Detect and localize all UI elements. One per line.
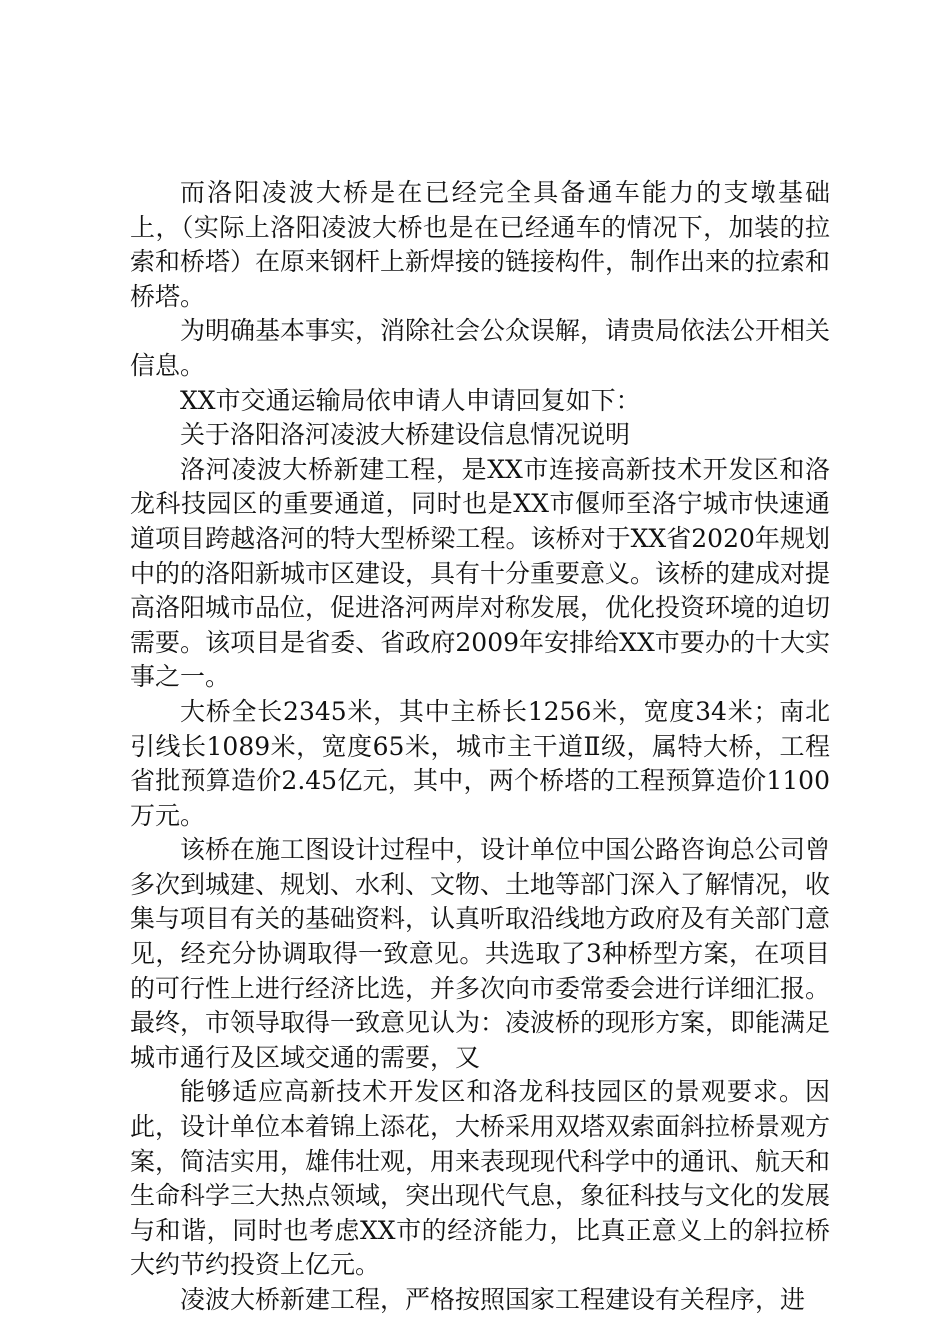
paragraph-7: 该桥在施工图设计过程中，设计单位中国公路咨询总公司曾多次到城建、规划、水利、文物、土地等部门深入了解情况，收集与项目有关的基础资料，认真听取沿线地方政府及有关部门意见，经充分协调取得一致意见。共选取了3种桥型方案，在项目的可行性上进行经济比选，并多次向市委常委会进行详细汇报。最终，市领导取得一致意见认为：凌波桥的现形方案，即能满足城市通行及区域交通的需要，又 — [130, 835, 831, 1072]
document-body — [130, 176, 830, 1318]
paragraph-2: 为明确基本事实，消除社会公众误解，请贵局依法公开相关信息。 — [130, 316, 831, 380]
paragraph-5: 洛河凌波大桥新建工程，是XX市连接高新技术开发区和洛龙科技园区的重要通道，同时也是XX市偃师至洛宁城市快速通道项目跨越洛河的特大型桥梁工程。该桥对于XX省2020年规划中的的洛阳新城市区建设，具有十分重要意义。该桥的建成对提高洛阳城市品位，促进洛河两岸对称发展，优化投资环境的迫切需要。该项目是省委、省政府2009年安排给XX市要办的十大实事之一。 — [130, 454, 831, 692]
paragraph-1: 而洛阳凌波大桥是在已经完全具备通车能力的支墩基础上，（实际上洛阳凌波大桥也是在已经通车的情况下，加装的拉索和桥塔）在原来钢杆上新焊接的链接构件，制作出来的拉索和桥塔。 — [130, 178, 831, 311]
paragraph-8: 能够适应高新技术开发区和洛龙科技园区的景观要求。因此，设计单位本着锦上添花，大桥采用双塔双索面斜拉桥景观方案，简洁实用，雄伟壮观，用来表现现代科学中的通讯、航天和生命科学三大热点领域，突出现代气息，象征科技与文化的发展与和谐，同时也考虑XX市的经济能力，比真正意义上的斜拉桥大约节约投资上亿元。 — [130, 1077, 831, 1280]
paragraph-6: 大桥全长2345米，其中主桥长1256米，宽度34米；南北引线长1089米，宽度65米，城市主干道Ⅱ级，属特大桥，工程省批预算造价2.45亿元，其中，两个桥塔的工程预算造价1100万元。 — [130, 696, 830, 830]
paragraph-3: XX市交通运输局依申请人申请回复如下： — [180, 385, 641, 415]
paragraph-9: 凌波大桥新建工程，严格按照国家工程建设有关程序，进 — [180, 1285, 806, 1314]
paragraph-title: 关于洛阳洛河凌波大桥建设信息情况说明 — [180, 420, 631, 450]
